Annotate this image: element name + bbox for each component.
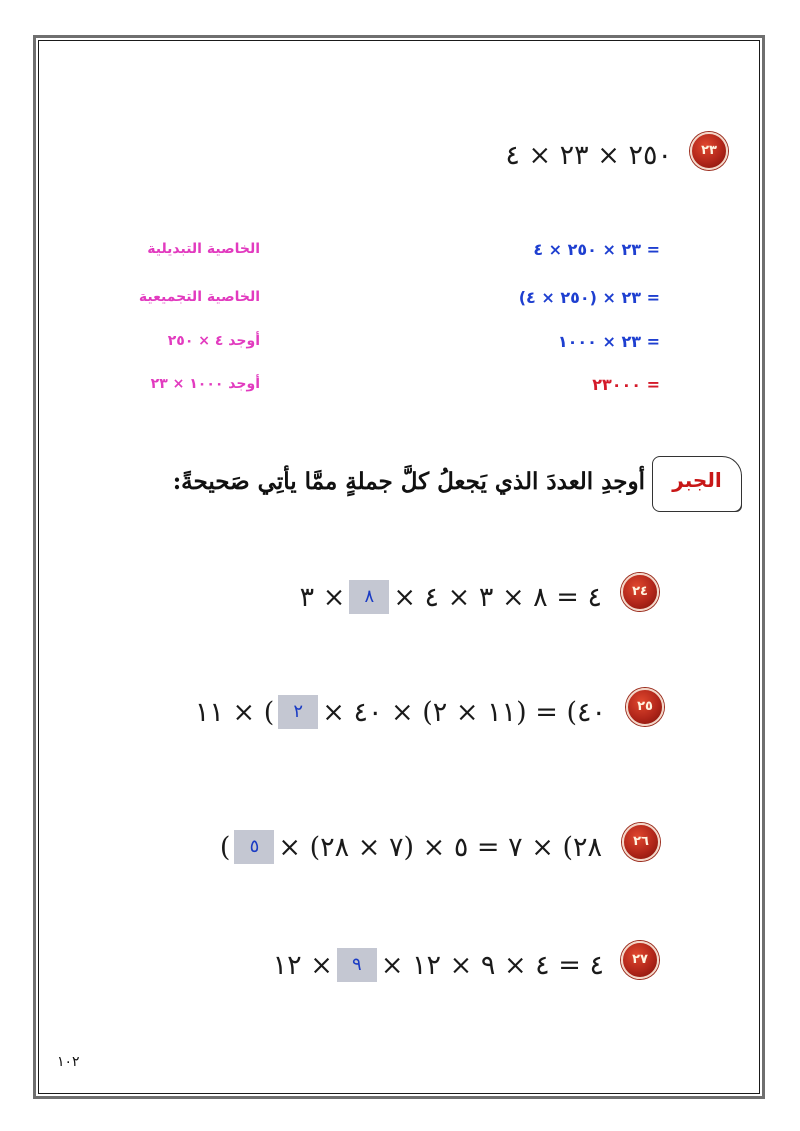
problem-27-badge bbox=[621, 941, 659, 979]
step-3 bbox=[558, 332, 660, 351]
problem-26-after: × ٢٨) × ٧ = ٥ × (٧ × ٢٨) bbox=[278, 831, 602, 863]
section-instruction: أوجدِ العددَ الذي يَجعلُ كلَّ جملةٍ ممَّا يأتِي صَحيحةً: bbox=[172, 468, 645, 495]
problem-25-after: × ٤٠) = (١١ × ٢) × ٤٠ bbox=[322, 696, 606, 728]
step-1-note: الخاصية التبديلية bbox=[147, 241, 260, 257]
problem-24-after: × ٤ = ٨ × ٣ × ٤ bbox=[393, 581, 602, 613]
problem-23-number: ٢٣ bbox=[701, 143, 717, 158]
problem-26-before: ( bbox=[219, 831, 231, 863]
step-2-expr: ٢٣ × (٢٥٠ × ٤) = bbox=[518, 288, 660, 307]
problem-25-answer-box: ٢ bbox=[278, 695, 318, 729]
problem-27-equation bbox=[273, 948, 604, 982]
problem-26-number: ٢٦ bbox=[633, 834, 649, 849]
problem-25-badge bbox=[626, 688, 664, 726]
problem-23-badge bbox=[690, 132, 728, 170]
step-3-note: أوجد ٤ × ٢٥٠ bbox=[167, 333, 260, 349]
step-3-expr: ٢٣ × ١٠٠٠ = bbox=[557, 332, 660, 351]
problem-25-number: ٢٥ bbox=[637, 699, 653, 714]
problem-23-expression bbox=[505, 140, 672, 171]
problem-24-equation bbox=[300, 580, 602, 614]
problem-26-badge bbox=[622, 823, 660, 861]
page-frame-inner bbox=[38, 40, 760, 1094]
problem-27-after: × ٤ = ٤ × ٩ × ١٢ bbox=[380, 949, 604, 981]
problem-25-equation bbox=[195, 695, 606, 729]
problem-24-answer-box: ٨ bbox=[349, 580, 389, 614]
step-2-note: الخاصية التجميعية bbox=[138, 289, 260, 305]
step-1-expr: ٢٣ × ٢٥٠ × ٤ = bbox=[533, 240, 660, 259]
problem-25-before: ١١ × ( bbox=[194, 696, 275, 728]
step-2 bbox=[519, 288, 660, 307]
step-4-note: أوجد ١٠٠٠ × ٢٣ bbox=[150, 376, 260, 392]
problem-24-number: ٢٤ bbox=[632, 584, 648, 599]
step-4-expr: ٢٣٠٠٠ = bbox=[592, 375, 660, 394]
problem-26-answer-box: ٥ bbox=[234, 830, 274, 864]
problem-26-equation bbox=[220, 830, 602, 864]
problem-27-answer-box: ٩ bbox=[337, 948, 377, 982]
tag-label: الجبر bbox=[672, 468, 722, 492]
page-number: ١٠٢ bbox=[57, 1054, 80, 1070]
algebra-section-tag bbox=[652, 456, 744, 514]
problem-27-number: ٢٧ bbox=[632, 952, 648, 967]
problem-24-before: ٣ × bbox=[299, 581, 346, 613]
problem-23-expression-text: ٢٥٠ × ٢٣ × ٤ bbox=[505, 140, 672, 171]
step-4 bbox=[592, 375, 660, 394]
problem-24-badge bbox=[621, 573, 659, 611]
problem-27-before: ١٢ × bbox=[272, 949, 333, 981]
step-1 bbox=[533, 240, 660, 259]
